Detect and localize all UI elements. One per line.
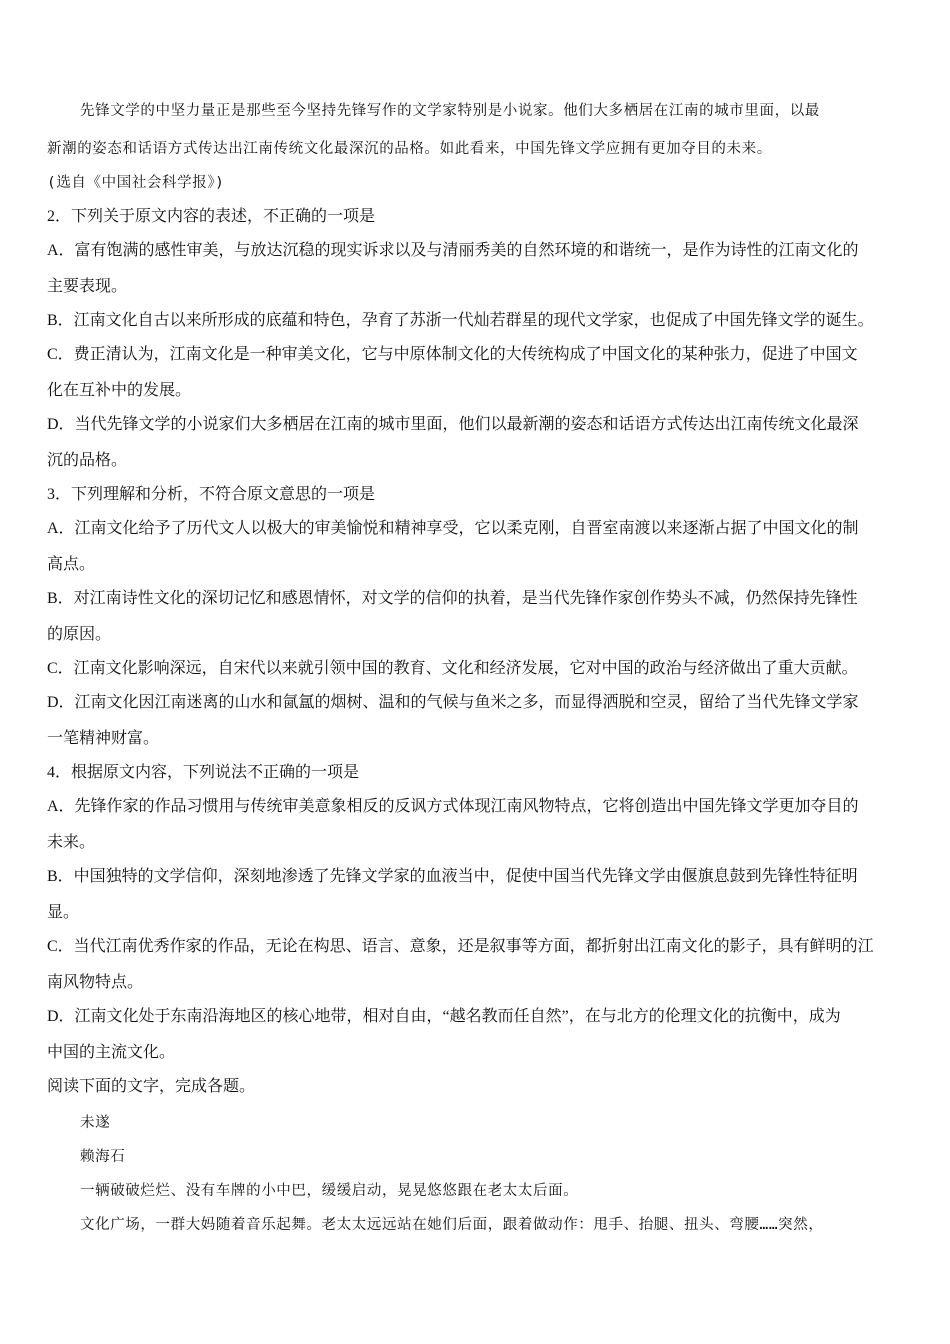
- question-4-option-a-cont: 未来。: [47, 834, 96, 851]
- passage-line: 新潮的姿态和话语方式传达出江南传统文化最深沉的品格。如此看来，中国先锋文学应拥有更加夺目的未来。: [47, 141, 772, 157]
- question-4-option-d-cont: 中国的主流文化。: [47, 1044, 176, 1061]
- passage-line: 先锋文学的中坚力量正是那些至今坚持先锋写作的文学家特别是小说家。他们大多栖居在江南的城市里面，以最: [80, 103, 820, 119]
- story-paragraph: 一辆破破烂烂、没有车牌的小中巴，缓缓启动，晃晃悠悠跟在老太太后面。: [80, 1183, 579, 1199]
- passage-source: (选自《中国社会科学报》): [47, 175, 225, 191]
- question-2-option-d-cont: 沉的品格。: [47, 452, 128, 469]
- question-3-option-a-cont: 高点。: [47, 556, 96, 573]
- question-4-option-b-cont: 显。: [47, 904, 80, 921]
- question-2-option-c: C．费正清认为，江南文化是一种审美文化，它与中原体制文化的大传统构成了中国文化的某种张力，促进了中国文: [47, 346, 858, 363]
- story-title: 未遂: [80, 1115, 111, 1131]
- reading-instruction: 阅读下面的文字，完成各题。: [47, 1078, 256, 1095]
- question-4-option-b: B．中国独特的文学信仰，深刻地渗透了先锋文学家的血液当中，促使中国当代先锋文学由偃旗息鼓到先锋性特征明: [47, 868, 858, 885]
- question-3-option-b-cont: 的原因。: [47, 626, 112, 643]
- question-3-option-d: D．江南文化因江南迷离的山水和氤氲的烟树、温和的气候与鱼米之多，而显得洒脱和空灵，留给了当代先锋文学家: [47, 694, 859, 711]
- question-3-option-d-cont: 一笔精神财富。: [47, 730, 160, 747]
- question-4-option-c-cont: 南风物特点。: [47, 974, 144, 991]
- question-4-stem: 4．根据原文内容，下列说法不正确的一项是: [47, 764, 360, 781]
- question-3-option-b: B．对江南诗性文化的深切记忆和感恩情怀，对文学的信仰的执着，是当代先锋作家创作势头不减，仍然保持先锋性: [47, 590, 858, 607]
- question-3-option-c: C．江南文化影响深远，自宋代以来就引领中国的教育、文化和经济发展，它对中国的政治与经济做出了重大贡献。: [47, 660, 858, 677]
- question-2-stem: 2．下列关于原文内容的表述，不正确的一项是: [47, 208, 376, 225]
- question-4-option-c: C．当代江南优秀作家的作品，无论在构思、语言、意象，还是叙事等方面，都折射出江南文化的影子，具有鲜明的江: [47, 938, 874, 955]
- question-4-option-d: D．江南文化处于东南沿海地区的核心地带，相对自由，“越名教而任自然”，在与北方的伦理文化的抗衡中，成为: [47, 1008, 841, 1025]
- story-paragraph: 文化广场，一群大妈随着音乐起舞。老太太远远站在她们后面，跟着做动作：甩手、抬腿、扭头、弯腰……突然，: [80, 1217, 824, 1233]
- question-2-option-b: B．江南文化自古以来所形成的底蕴和特色，孕育了苏浙一代灿若群星的现代文学家，也促成了中国先锋文学的诞生。: [47, 312, 874, 329]
- question-2-option-d: D．当代先锋文学的小说家们大多栖居在江南的城市里面，他们以最新潮的姿态和话语方式传达出江南传统文化最深: [47, 416, 859, 433]
- question-4-option-a: A．先锋作家的作品习惯用与传统审美意象相反的反讽方式体现江南风物特点，它将创造出中国先锋文学更加夺目的: [47, 798, 859, 815]
- question-2-option-a: A．富有饱满的感性审美，与放达沉稳的现实诉求以及与清丽秀美的自然环境的和谐统一，是作为诗性的江南文化的: [47, 242, 859, 259]
- question-3-stem: 3．下列理解和分析，不符合原文意思的一项是: [47, 486, 376, 503]
- question-2-option-a-cont: 主要表现。: [47, 278, 128, 295]
- story-author: 赖海石: [80, 1149, 126, 1165]
- question-3-option-a: A．江南文化给予了历代文人以极大的审美愉悦和精神享受，它以柔克刚，自晋室南渡以来逐渐占据了中国文化的制: [47, 520, 859, 537]
- question-2-option-c-cont: 化在互补中的发展。: [47, 382, 192, 399]
